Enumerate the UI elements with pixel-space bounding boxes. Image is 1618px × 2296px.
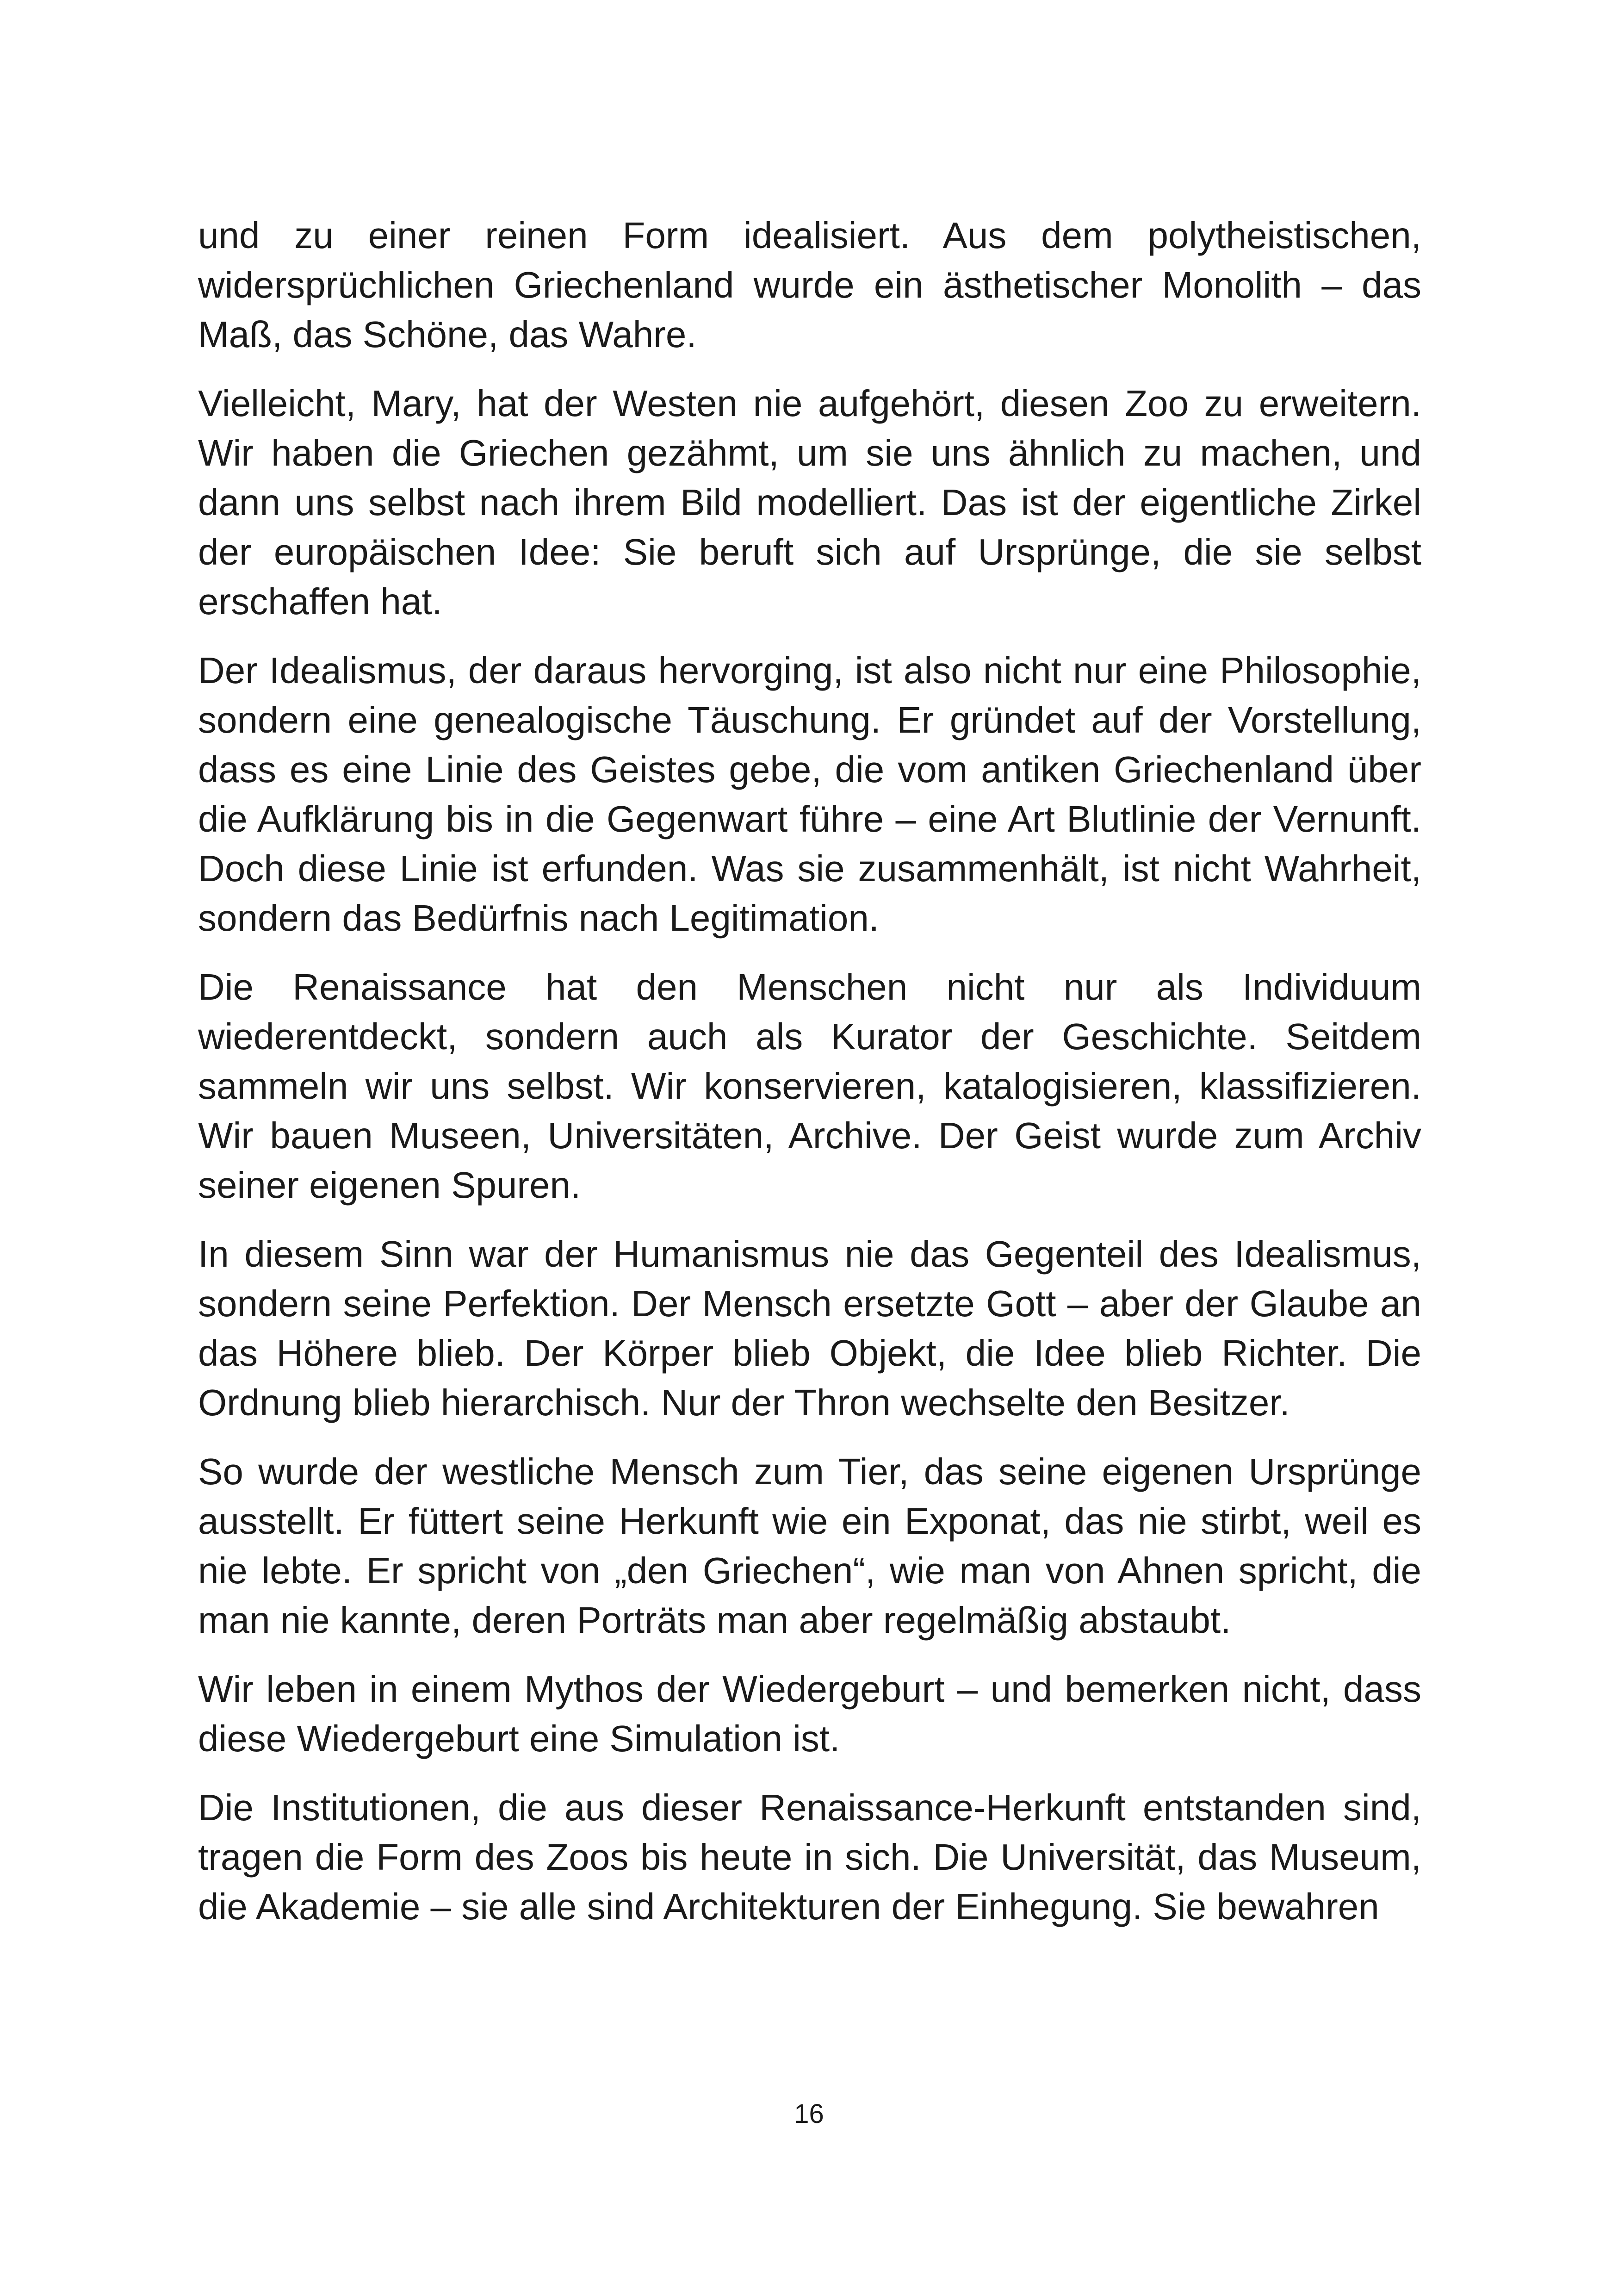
body-text [198,211,1421,1951]
paragraph-8: Die Institutionen, die aus dieser Renaissance-Herkunft entstanden sind, tragen die Form des Zoos bis heute in sich. Die Universität, das Museum, die Akademie – sie alle sind Architekturen der Einhegung. Sie bewahren [198,1787,1421,1927]
paragraph-3: Der Idealismus, der daraus hervorging, ist also nicht nur eine Philosophie, sondern eine genealogische Täuschung. Er gründet auf der Vorstellung, dass es eine Linie des Geistes gebe, die vom antiken Griechenland über die Aufklärung bis in die Gegenwart führe – eine Art Blutlinie der Vernunft. Doch diese Linie ist erfunden. Was sie zusammenhält, ist nicht Wahrheit, sondern das Bedürfnis nach Legitimation. [198,650,1421,939]
paragraph-5: In diesem Sinn war der Humanismus nie das Gegenteil des Idealismus, sondern seine Perfektion. Der Mensch ersetzte Gott – aber der Glaube an das Höhere blieb. Der Körper blieb Objekt, die Idee blieb Richter. Die Ordnung blieb hierarchisch. Nur der Thron wechselte den Besitzer. [198,1233,1421,1423]
paragraph-2: Vielleicht, Mary, hat der Westen nie aufgehört, diesen Zoo zu erweitern. Wir haben die Griechen gezähmt, um sie uns ähnlich zu machen, und dann uns selbst nach ihrem Bild modelliert. Das ist der eigentliche Zirkel der europäischen Idee: Sie beruft sich auf Ursprünge, die sie selbst erschaffen hat. [198,383,1421,622]
paragraph-7: Wir leben in einem Mythos der Wiedergeburt – und bemerken nicht, dass diese Wiedergeburt eine Simulation ist. [198,1668,1421,1759]
paragraph-1: und zu einer reinen Form idealisiert. Aus dem polytheistischen, widersprüchlichen Griechenland wurde ein ästhetischer Monolith – das Maß, das Schöne, das Wahre. [198,215,1421,355]
paragraph-4: Die Renaissance hat den Menschen nicht nur als Individuum wiederentdeckt, sondern auch als Kurator der Geschichte. Seitdem sammeln wir uns selbst. Wir konservieren, katalogisieren, klassifizieren. Wir bauen Museen, Universitäten, Archive. Der Geist wurde zum Archiv seiner eigenen Spuren. [198,966,1421,1206]
paragraph-6: So wurde der westliche Mensch zum Tier, das seine eigenen Ursprünge ausstellt. Er füttert seine Herkunft wie ein Exponat, das nie stirbt, weil es nie lebte. Er spricht von „den Griechen“, wie man von Ahnen spricht, die man nie kannte, deren Porträts man aber regelmäßig abstaubt. [198,1451,1421,1641]
page-number: 16 [794,2099,824,2129]
